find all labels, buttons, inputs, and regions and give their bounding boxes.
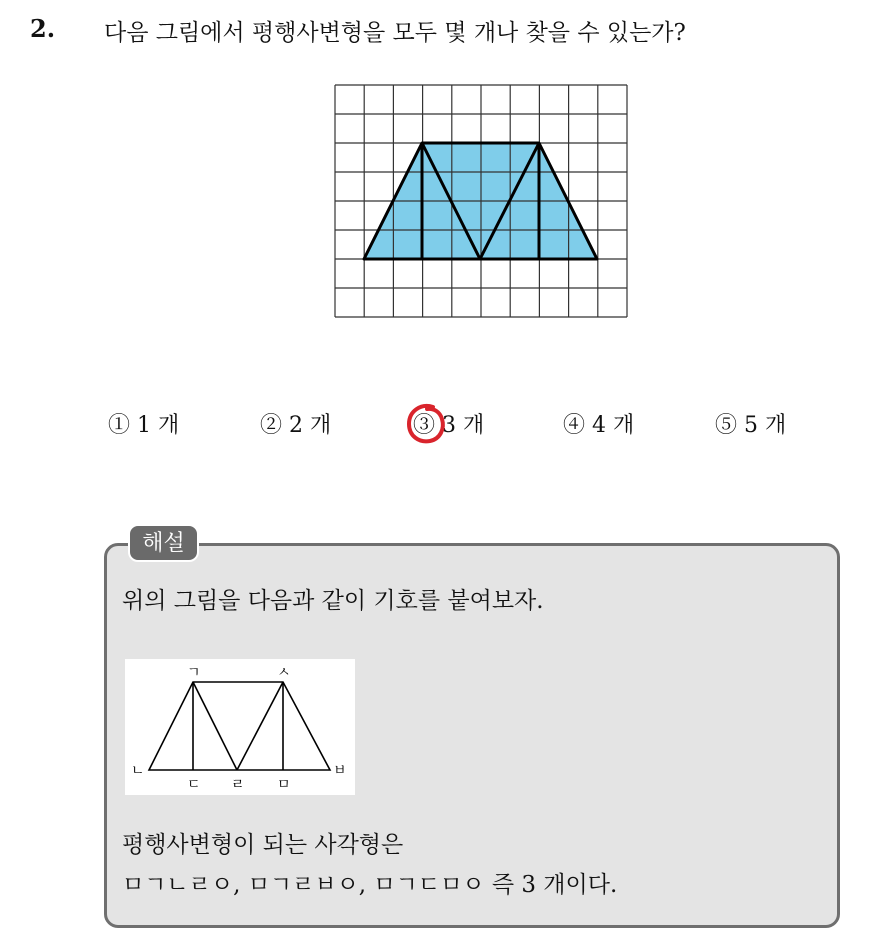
label-d: ㄷ bbox=[187, 777, 201, 793]
labeled-figure bbox=[125, 659, 355, 795]
grid-figure bbox=[333, 83, 629, 319]
label-g: ㄱ bbox=[187, 665, 201, 681]
question-number: 2. bbox=[30, 14, 56, 43]
label-s: ㅅ bbox=[277, 665, 291, 681]
label-n: ㄴ bbox=[131, 763, 145, 779]
choice-1[interactable]: ① 1 개 bbox=[108, 413, 180, 438]
label-r: ㄹ bbox=[231, 777, 245, 793]
label-b: ㅂ bbox=[333, 763, 347, 779]
choice-4[interactable]: ④ 4 개 bbox=[563, 413, 635, 438]
choice-2[interactable]: ② 2 개 bbox=[260, 413, 332, 438]
choice-3[interactable]: ③ 3 개 bbox=[413, 413, 485, 438]
label-m: ㅁ bbox=[277, 777, 291, 793]
answer-circle-mark bbox=[403, 401, 449, 447]
solution-line-3: ㅁㄱㄴㄹㅇ, ㅁㄱㄹㅂㅇ, ㅁㄱㄷㅁㅇ 즉 3 개이다. bbox=[122, 872, 618, 898]
choice-5[interactable]: ⑤ 5 개 bbox=[715, 413, 787, 438]
solution-line-1: 위의 그림을 다음과 같이 기호를 붙여보자. bbox=[122, 588, 544, 614]
grid-lines bbox=[335, 85, 627, 317]
question-text: 다음 그림에서 평행사변형을 모두 몇 개나 찾을 수 있는가? bbox=[104, 20, 686, 46]
solution-line-2: 평행사변형이 되는 사각형은 bbox=[122, 832, 404, 858]
solution-tag: 해설 bbox=[128, 524, 199, 562]
